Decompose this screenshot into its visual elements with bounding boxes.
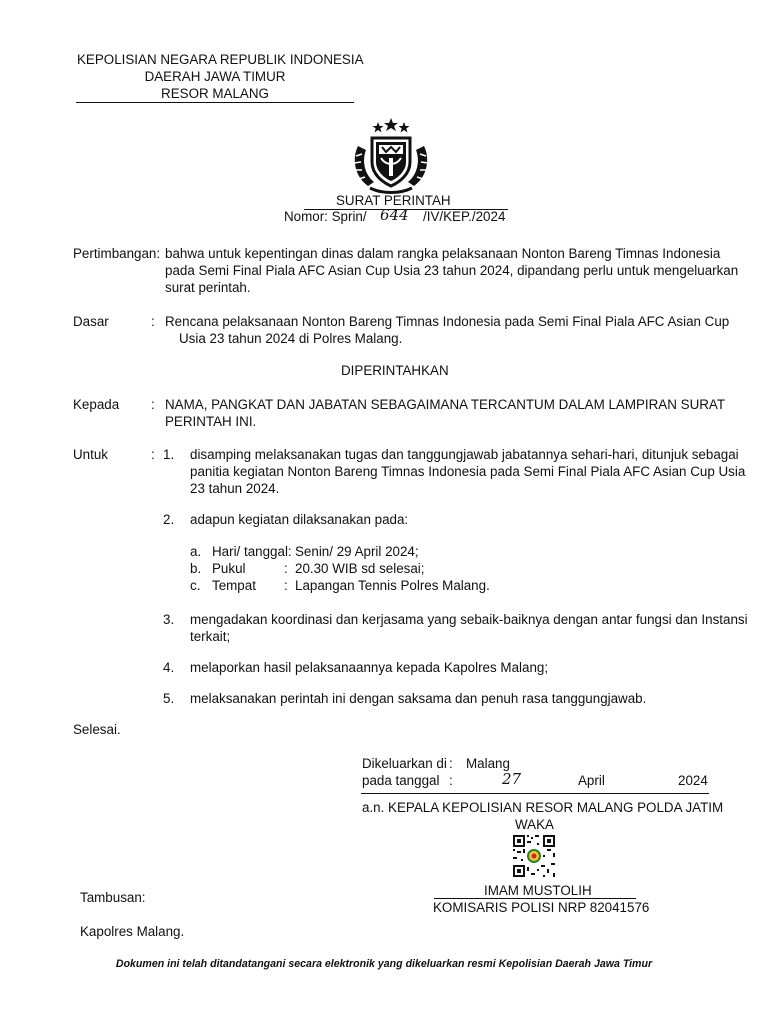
document-title: SURAT PERINTAH	[336, 193, 451, 208]
sub-b-label: Pukul	[212, 561, 246, 576]
issued-date-rule	[361, 793, 709, 794]
item-2-number: 2.	[163, 512, 175, 527]
signer-name: IMAM MUSTOLIH	[484, 883, 592, 898]
pertimbangan-line-2: pada Semi Final Piala AFC Asian Cup Usia 23 tahun 2024, dipandang perlu untuk mengeluarkan	[165, 263, 739, 278]
item-5-text: melaksanakan perintah ini dengan saksama dan penuh rasa tanggungjawab.	[190, 691, 647, 706]
dikeluarkan-colon: :	[449, 756, 453, 771]
nomor-suffix: /IV/KEP./2024	[423, 209, 506, 224]
untuk-label: Untuk	[73, 447, 108, 462]
kepada-line-1: NAMA, PANGKAT DAN JABATAN SEBAGAIMANA TERCANTUM DALAM LAMPIRAN SURAT	[165, 397, 726, 412]
sub-a-value: Senin/ 29 April 2024;	[295, 544, 419, 559]
polri-emblem-icon	[348, 118, 434, 194]
header-unit: RESOR MALANG	[161, 86, 269, 101]
issued-year: 2024	[678, 773, 708, 788]
tembusan-label: Tambusan:	[80, 890, 146, 905]
item-3-number: 3.	[163, 612, 175, 627]
sub-c-colon: :	[284, 578, 288, 593]
tanggal-label: pada tanggal	[362, 773, 440, 788]
nomor-prefix: Nomor: Sprin/	[284, 209, 367, 224]
qr-code-icon	[512, 834, 556, 878]
item-4-number: 4.	[163, 660, 175, 675]
sub-b-letter: b.	[190, 561, 202, 576]
dasar-label: Dasar	[73, 314, 109, 329]
issued-day-handwritten: 27	[502, 770, 522, 788]
sub-c-letter: c.	[190, 578, 201, 593]
tembusan-item: Kapolres Malang.	[80, 924, 185, 939]
pertimbangan-label: Pertimbangan:	[73, 246, 161, 261]
sub-c-label: Tempat	[212, 578, 256, 593]
issued-month: April	[578, 773, 605, 788]
signature-authority: a.n. KEPALA KEPOLISIAN RESOR MALANG POLDA JATIM	[362, 800, 724, 815]
kepada-colon: :	[151, 397, 155, 412]
untuk-colon: :	[151, 447, 155, 462]
item-4-text: melaporkan hasil pelaksanaannya kepada Kapolres Malang;	[190, 660, 549, 675]
header-underline	[76, 102, 354, 103]
electronic-signature-note: Dokumen ini telah ditandatangani secara elektronik yang dikeluarkan resmi Kepolisian Daerah Jawa Timur	[115, 958, 653, 970]
item-1-line-3: 23 tahun 2024.	[190, 481, 280, 496]
dasar-line-1: Rencana pelaksanaan Nonton Bareng Timnas Indonesia pada Semi Final Piala AFC Asian Cup	[165, 314, 730, 329]
dasar-line-2: Usia 23 tahun 2024 di Polres Malang.	[179, 331, 403, 346]
item-1-line-1: disamping melaksanakan tugas dan tanggungjawab jabatannya sehari-hari, ditunjuk sebagai	[190, 447, 739, 462]
header-region: DAERAH JAWA TIMUR	[144, 69, 286, 84]
item-3-line-1: mengadakan koordinasi dan kerjasama yang sebaik-baiknya dengan antar fungsi dan Instansi	[190, 612, 748, 627]
item-2-text: adapun kegiatan dilaksanakan pada:	[190, 512, 409, 527]
item-5-number: 5.	[163, 691, 175, 706]
sub-a-letter: a.	[190, 544, 202, 559]
sub-a-label: Hari/ tanggal:	[212, 544, 292, 559]
signature-role: WAKA	[515, 817, 554, 832]
pertimbangan-line-3: surat perintah.	[165, 280, 251, 295]
item-1-number: 1.	[163, 447, 175, 462]
issued-place: Malang	[466, 756, 510, 771]
signer-rank-nrp: KOMISARIS POLISI NRP 82041576	[433, 900, 650, 915]
signer-name-underline	[434, 898, 636, 899]
nomor-handwritten: 644	[380, 206, 409, 224]
kepada-label: Kepada	[73, 397, 120, 412]
item-3-line-2: terkait;	[190, 629, 231, 644]
item-1-line-2: panitia kegiatan Nonton Bareng Timnas Indonesia pada Semi Final Piala AFC Asian Cup Usia	[190, 464, 746, 479]
sub-b-colon: :	[284, 561, 288, 576]
dasar-colon: :	[151, 314, 155, 329]
kepada-line-2: PERINTAH INI.	[165, 414, 257, 429]
dikeluarkan-label: Dikeluarkan di	[362, 756, 447, 771]
tanggal-colon: :	[449, 773, 453, 788]
diperintahkan-heading: DIPERINTAHKAN	[341, 363, 449, 378]
pertimbangan-line-1: bahwa untuk kepentingan dinas dalam rangka pelaksanaan Nonton Bareng Timnas Indonesia	[165, 246, 721, 261]
sub-b-value: 20.30 WIB sd selesai;	[295, 561, 425, 576]
sub-c-value: Lapangan Tennis Polres Malang.	[295, 578, 490, 593]
selesai-text: Selesai.	[73, 722, 121, 737]
header-institution: KEPOLISIAN NEGARA REPUBLIK INDONESIA	[77, 52, 364, 67]
